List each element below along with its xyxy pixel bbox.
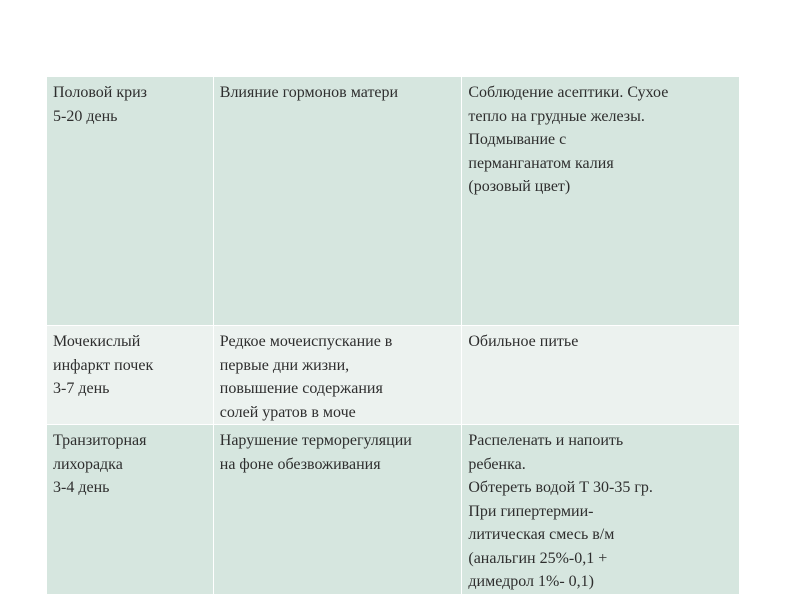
cell-line: димедрол 1%- 0,1)	[468, 573, 594, 590]
cell-condition	[47, 326, 214, 425]
table-row	[47, 326, 740, 425]
cell-line: Подмывание с	[468, 131, 567, 148]
cell-line: повышение содержания	[219, 380, 383, 397]
cell-line: на фоне обезвоживания	[219, 455, 381, 473]
table-row	[47, 425, 740, 595]
cell-line: солей уратов в моче	[219, 403, 356, 421]
cell-line: Влияние гормонов матери	[219, 84, 399, 101]
cell-line: 3-7 день	[53, 380, 110, 397]
cell-line: Мочекислый	[53, 333, 141, 350]
cell-care	[462, 77, 740, 326]
cell-care	[462, 326, 740, 425]
cell-line: ребенка.	[468, 455, 526, 473]
cell-line: 5-20 день	[53, 107, 118, 125]
cell-line: Половой криз	[53, 84, 147, 101]
care-table	[46, 76, 740, 595]
cell-line: Обтереть водой Т 30-35 гр.	[468, 479, 653, 496]
cell-line: Нарушение терморегуляции	[219, 432, 412, 449]
cell-care	[462, 425, 740, 595]
cell-condition	[47, 77, 214, 326]
cell-line: (розовый цвет)	[468, 178, 571, 195]
cell-line: Редкое мочеиспускание в	[219, 333, 393, 350]
cell-line: Транзиторная	[53, 432, 147, 449]
cell-line: литическая смесь в/м	[468, 526, 615, 543]
cell-cause	[213, 326, 462, 425]
cell-line: Обильное питье	[468, 333, 579, 350]
table-row	[47, 77, 740, 326]
cell-condition	[47, 425, 214, 595]
cell-line: первые дни жизни,	[219, 356, 350, 374]
cell-line: инфаркт почек	[53, 356, 154, 374]
cell-line: При гипертермии-	[468, 502, 594, 520]
cell-cause	[213, 425, 462, 595]
cell-cause	[213, 77, 462, 326]
cell-line: (анальгин 25%-0,1 +	[468, 549, 608, 567]
cell-line: лихорадка	[53, 455, 123, 473]
cell-line: Соблюдение асептики. Сухое	[468, 84, 669, 101]
cell-line: тепло на грудные железы.	[468, 107, 645, 125]
cell-line: 3-4 день	[53, 479, 110, 496]
cell-line: перманганатом калия	[468, 154, 614, 172]
cell-line: Распеленать и напоить	[468, 432, 624, 449]
